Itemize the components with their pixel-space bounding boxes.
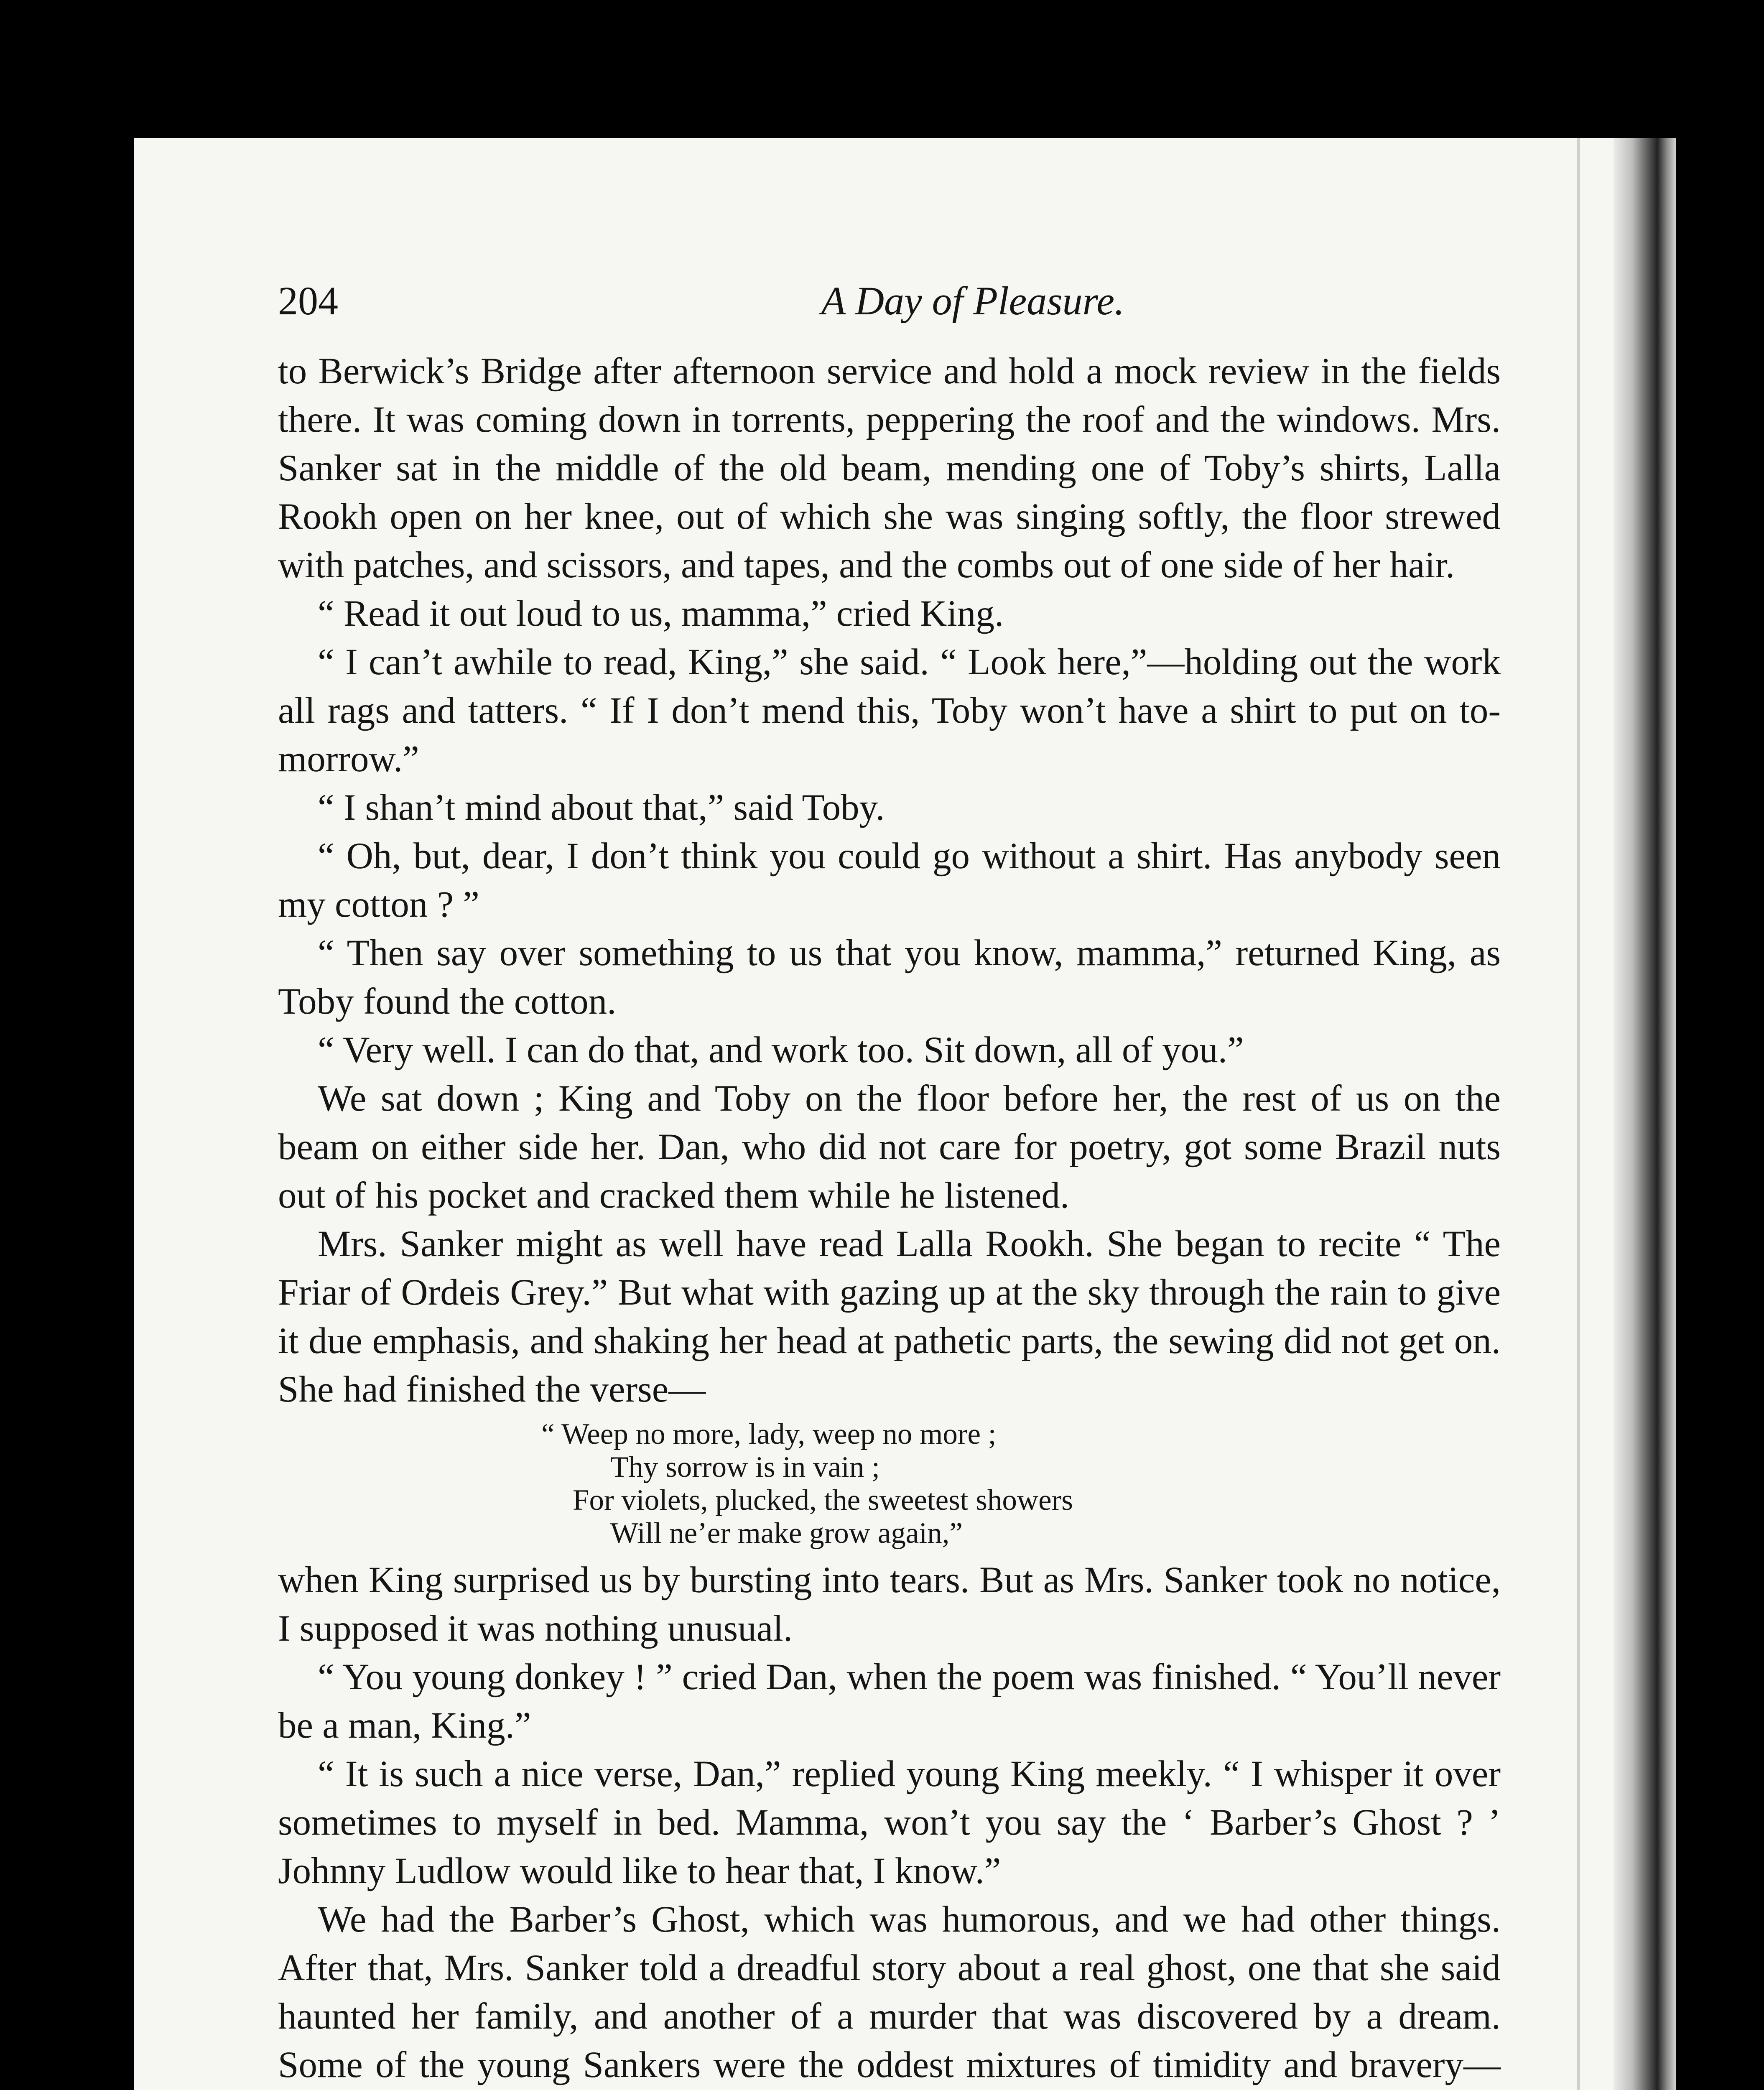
poem-line: Thy sorrow is in vain ; xyxy=(610,1451,880,1483)
paragraph: “ I shan’t mind about that,” said Toby. xyxy=(318,787,885,828)
book-spine-shadow xyxy=(1614,138,1676,2090)
paragraph: when King surprised us by bursting into tears. But as Mrs. Sanker took no notice, I supposed it was nothing unusual. xyxy=(278,1560,1501,1649)
paragraph: “ Oh, but, dear, I don’t think you could go without a shirt. Has anybody seen my cotton ? ” xyxy=(278,836,1501,925)
poem-line: For violets, plucked, the sweetest showers xyxy=(573,1484,1073,1517)
paragraph: “ I can’t awhile to read, King,” she said. “ Look here,”—holding out the work all rags and tatters. “ If I don’t mend this, Toby won’t have a shirt to put on to-morrow.” xyxy=(278,642,1501,780)
paragraph: “ Read it out loud to us, mamma,” cried King. xyxy=(318,593,1004,634)
paragraph: “ Very well. I can do that, and work too. Sit down, all of you.” xyxy=(318,1030,1244,1070)
page-fold-line xyxy=(1577,138,1580,2090)
running-head: A Day of Pleasure. xyxy=(821,278,1124,323)
paragraph: “ You young donkey ! ” cried Dan, when the poem was finished. “ You’ll never be a man, King.” xyxy=(278,1657,1501,1746)
paragraph: “ Then say over something to us that you know, mamma,” returned King, as Toby found the cotton. xyxy=(278,933,1501,1022)
paragraph: We sat down ; King and Toby on the floor before her, the rest of us on the beam on either side her. Dan, who did not care for poetry, got some Brazil nuts out of his pocket and cracked them while he listened. xyxy=(278,1078,1501,1216)
page-header xyxy=(278,276,1501,347)
paragraph: We had the Barber’s Ghost, which was humorous, and we had other things. After that, Mrs. Sanker told a dreadful story about a real ghost, one that she said haunted her family, and another of a murder that was discovered by a dream. Some of the young Sankers were the oddest mixtures of timidity and bravery— xyxy=(278,1899,1501,2085)
paragraph: Mrs. Sanker might as well have read Lalla Rookh. She began to recite “ The Friar of Ordeis Grey.” But what with gazing up at the sky through the rain to give it due emphasis, and shaking her head at pathetic parts, the sewing did not get on. She had finished the verse— xyxy=(278,1223,1501,1410)
poem-line: “ Weep no more, lady, weep no more ; xyxy=(541,1418,997,1450)
page-content xyxy=(278,276,1501,2090)
book-page xyxy=(134,138,1676,2090)
page-number: 204 xyxy=(278,278,338,323)
poem-line: Will ne’er make grow again,” xyxy=(610,1517,963,1550)
poem-quote xyxy=(278,1418,1501,1550)
paragraph: to Berwick’s Bridge after afternoon service and hold a mock review in the fields there. It was coming down in torrents, peppering the roof and the windows. Mrs. Sanker sat in the middle of the old beam, mending one of Toby’s shirts, Lalla Rookh open on her knee, out of which she was singing softly, the floor strewed with patches, and scissors, and tapes, and the combs out of one side of her hair. xyxy=(278,351,1501,586)
paragraph: “ It is such a nice verse, Dan,” replied young King meekly. “ I whisper it over sometimes to myself in bed. Mamma, won’t you say the ‘ Barber’s Ghost ? ’ Johnny Ludlow would like to hear that, I know.” xyxy=(278,1754,1501,1891)
